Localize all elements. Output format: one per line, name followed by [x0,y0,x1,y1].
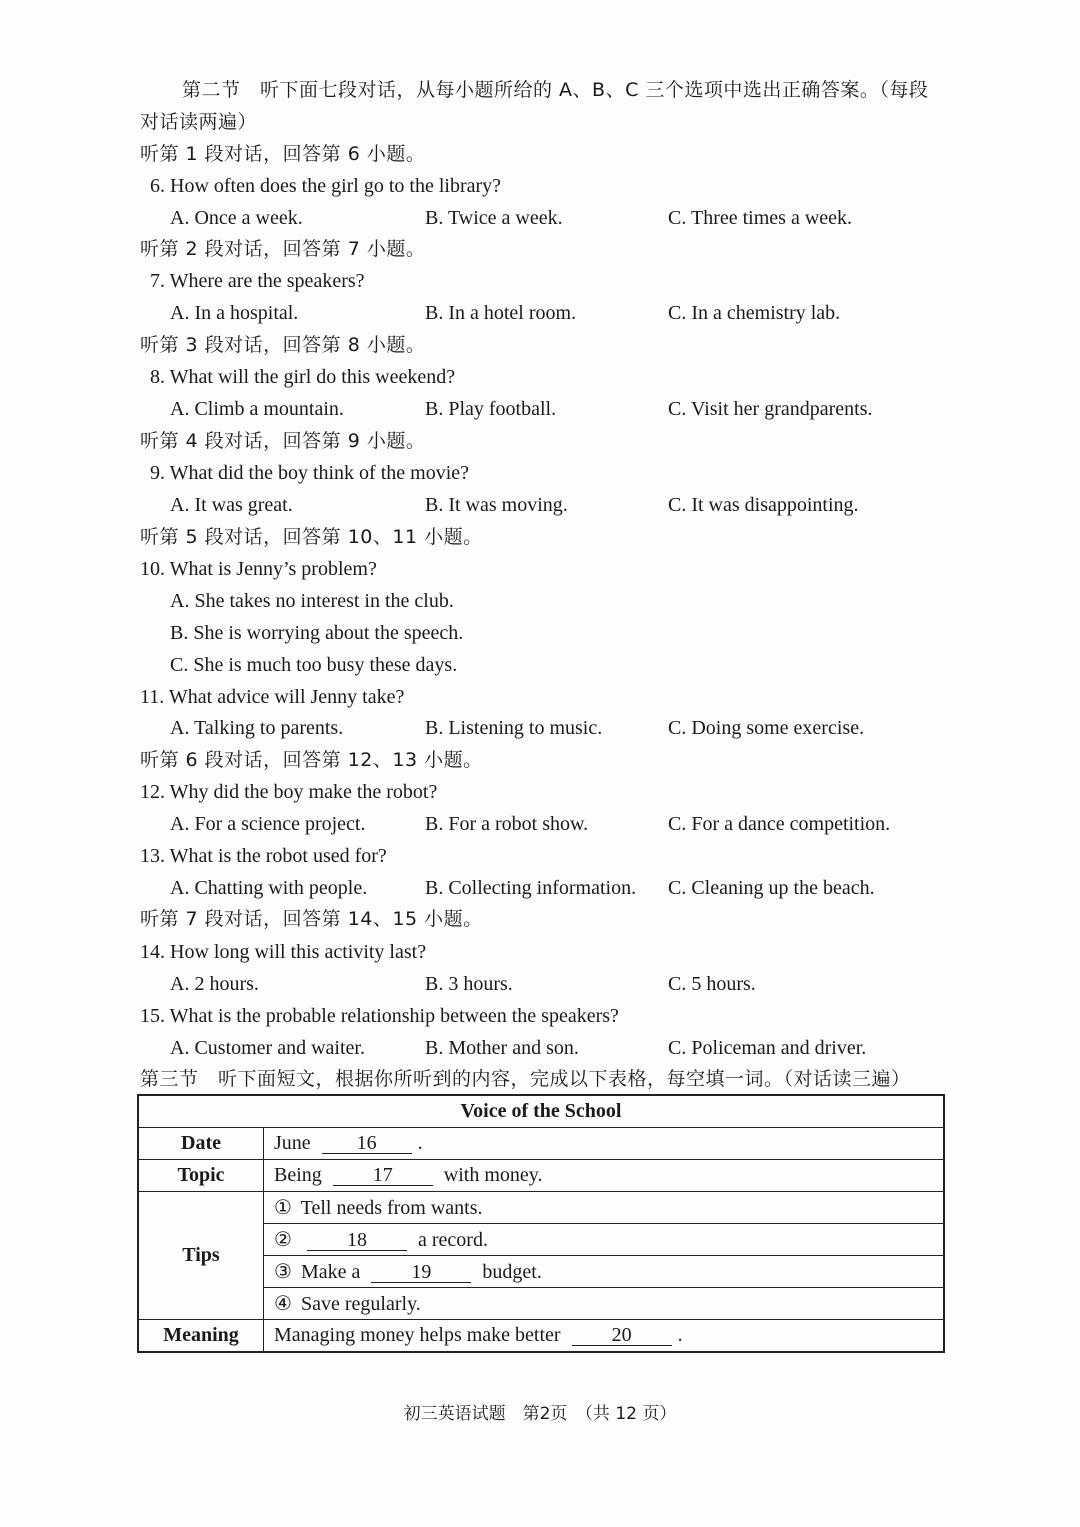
option-b: B. In a hotel room. [425,302,577,324]
tip-text: a record. [418,1229,488,1251]
dialogue-intro: 听第 2 段对话，回答第 7 小题。 [140,238,426,260]
meaning-suffix: . [677,1324,683,1346]
option-b: B. Play football. [425,398,557,420]
blank-19[interactable]: 19 [371,1262,471,1283]
date-label: Date [138,1128,264,1160]
option-c: C. Three times a week. [668,207,853,229]
option-b: B. 3 hours. [425,973,513,995]
topic-cell [264,1160,945,1192]
question-text: 11. What advice will Jenny take? [140,686,405,708]
question-text: 14. How long will this activity last? [140,941,427,963]
option-b: B. Mother and son. [425,1037,579,1059]
table-title: Voice of the School [138,1095,944,1128]
question-text: 12. Why did the boy make the robot? [140,781,438,803]
option-c: C. In a chemistry lab. [668,302,841,324]
option-a: A. Customer and waiter. [170,1037,365,1059]
option-b: B. Listening to music. [425,717,603,739]
tip-2-cell [264,1224,945,1256]
meaning-prefix: Managing money helps make better [274,1324,561,1346]
meaning-label: Meaning [138,1320,264,1353]
tip-1-cell [264,1192,945,1224]
tip-3-cell [264,1256,945,1288]
option-a: A. 2 hours. [170,973,259,995]
option-b: B. Twice a week. [425,207,563,229]
section3-heading: 第三节 听下面短文，根据你所听到的内容，完成以下表格，每空填一词。（对话读三遍） [140,1068,911,1090]
option-a: A. Chatting with people. [170,877,368,899]
option-a: A. In a hospital. [170,302,299,324]
tip-number: ④ [274,1293,292,1315]
topic-label: Topic [138,1160,264,1192]
date-prefix: June [274,1132,311,1154]
option-c: C. 5 hours. [668,973,756,995]
question-text: 9. What did the boy think of the movie? [150,462,470,484]
option-c: C. She is much too busy these days. [170,654,458,676]
section2-heading: 第二节 听下面七段对话，从每小题所给的 A、B、C 三个选项中选出正确答案。（每段 [182,79,929,101]
option-a: A. She takes no interest in the club. [170,590,454,612]
tip-4-cell [264,1288,945,1320]
option-b: B. For a robot show. [425,813,589,835]
dialogue-intro: 听第 7 段对话，回答第 14、15 小题。 [140,908,483,930]
question-text: 7. Where are the speakers? [150,270,365,292]
topic-suffix: with money. [443,1164,543,1186]
option-a: A. It was great. [170,494,293,516]
question-text: 10. What is Jenny’s problem? [140,558,377,580]
option-c: C. Doing some exercise. [668,717,865,739]
section2-heading-cont: 对话读两遍） [140,111,258,133]
blank-17[interactable]: 17 [333,1165,433,1186]
option-b: B. It was moving. [425,494,568,516]
option-b: B. She is worrying about the speech. [170,622,464,644]
blank-20[interactable]: 20 [572,1325,672,1346]
question-text: 8. What will the girl do this weekend? [150,366,456,388]
dialogue-intro: 听第 5 段对话，回答第 10、11 小题。 [140,526,483,548]
option-b: B. Collecting information. [425,877,637,899]
tip-text: Tell needs from wants. [300,1197,483,1219]
option-a: A. Climb a mountain. [170,398,344,420]
dialogue-intro: 听第 6 段对话，回答第 12、13 小题。 [140,749,483,771]
tip-text: Make a [301,1261,361,1283]
option-c: C. Cleaning up the beach. [668,877,875,899]
dialogue-intro: 听第 3 段对话，回答第 8 小题。 [140,334,426,356]
option-c: C. Visit her grandparents. [668,398,873,420]
date-cell [264,1128,945,1160]
tip-number: ② [274,1229,292,1251]
question-text: 13. What is the robot used for? [140,845,387,867]
question-text: 15. What is the probable relationship between the speakers? [140,1005,619,1027]
option-c: C. It was disappointing. [668,494,859,516]
tip-text: Save regularly. [301,1293,421,1315]
option-c: C. For a dance competition. [668,813,891,835]
tip-number: ③ [274,1261,292,1283]
blank-18[interactable]: 18 [307,1230,407,1251]
topic-prefix: Being [274,1164,322,1186]
blank-16[interactable]: 16 [322,1133,412,1154]
option-a: A. For a science project. [170,813,366,835]
tip-text-suffix: budget. [482,1261,542,1283]
page-footer: 初三英语试题 第2页 （共 12 页） [403,1404,677,1424]
voice-of-school-table [137,1094,945,1353]
question-text: 6. How often does the girl go to the library? [150,175,502,197]
option-a: A. Once a week. [170,207,303,229]
option-a: A. Talking to parents. [170,717,344,739]
date-suffix: . [417,1132,423,1154]
meaning-cell [264,1320,945,1353]
option-c: C. Policeman and driver. [668,1037,867,1059]
dialogue-intro: 听第 4 段对话，回答第 9 小题。 [140,430,426,452]
tips-label: Tips [138,1192,264,1320]
tip-number: ① [274,1197,292,1219]
dialogue-intro: 听第 1 段对话，回答第 6 小题。 [140,143,426,165]
